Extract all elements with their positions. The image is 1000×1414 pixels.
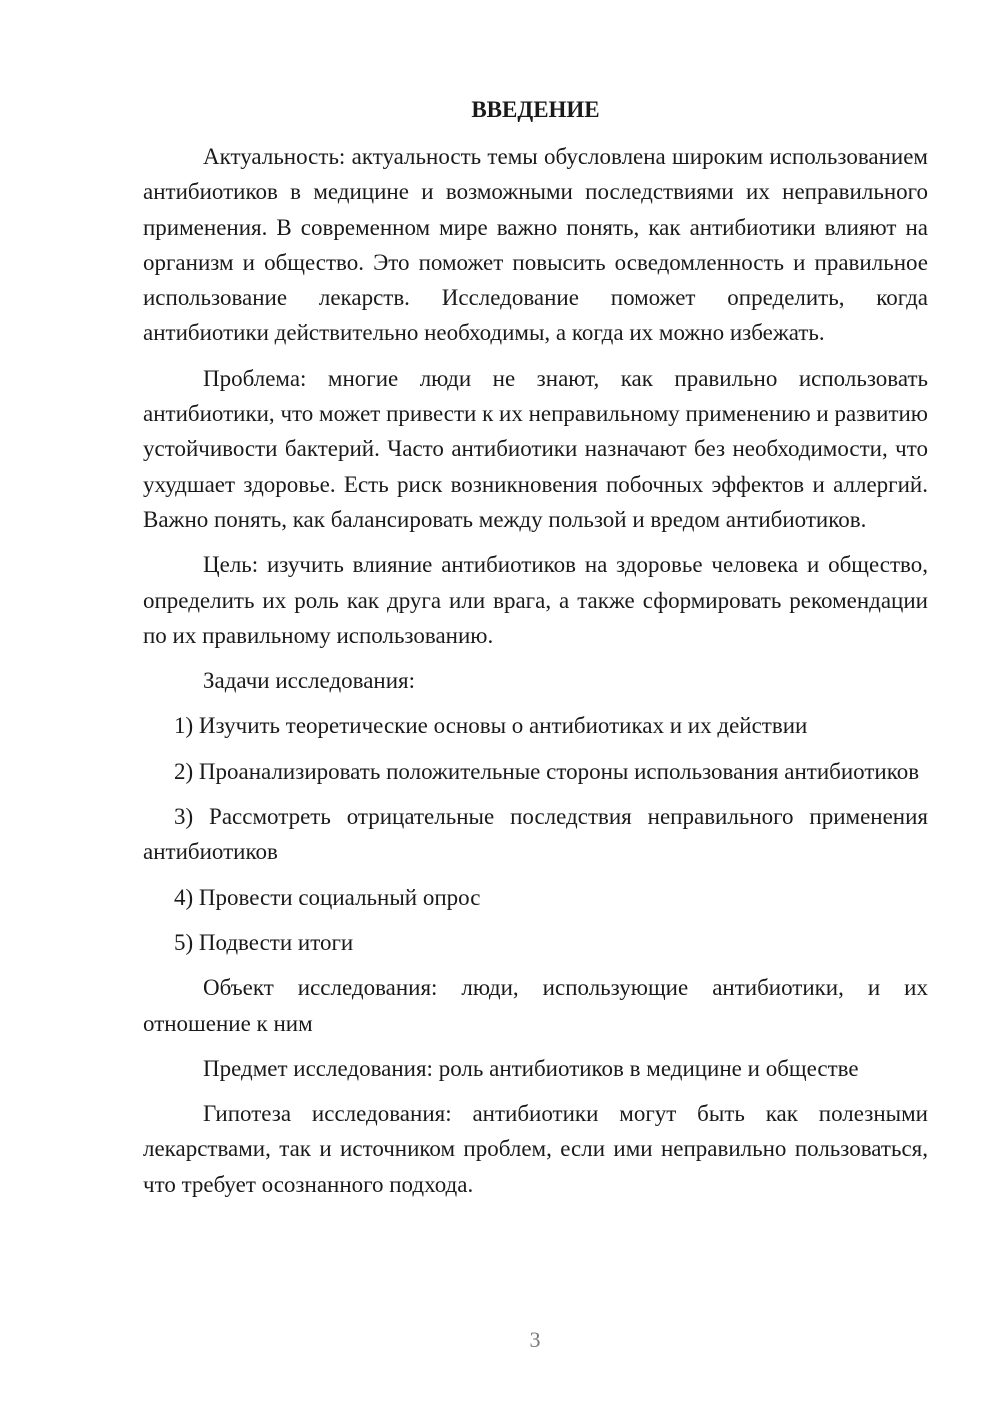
tasks-label: Задачи исследования: <box>203 668 416 694</box>
research-subject-paragraph: Предмет исследования: роль антибиотиков в медицине и обществе <box>203 1055 859 1081</box>
page-number: 3 <box>529 1327 541 1352</box>
research-object-paragraph: Объект исследования: люди, использующие антибиотики, и их отношение к ним <box>143 975 928 1036</box>
section-heading: ВВЕДЕНИЕ <box>471 97 600 122</box>
task-item: 2) Проанализировать положительные стороны использования антибиотиков <box>174 758 920 784</box>
goal-paragraph: Цель: изучить влияние антибиотиков на здоровье человека и общество, определить их роль как друга или врага, а также сформировать рекомендации по их правильному использованию. <box>143 552 928 648</box>
page-content <box>143 92 928 1202</box>
task-item: 1) Изучить теоретические основы о антибиотиках и их действии <box>174 713 808 739</box>
relevance-paragraph: Актуальность: актуальность темы обусловлена широким использованием антибиотиков в медицине и возможными последствиями их неправильного применения. В современном мире важно понять, как антибиотики влияют на организм и общество. Это поможет повысить осведомленность и правильное использование лекарств. Исследование поможет определить, когда антибиотики действительно необходимы, а когда их можно избежать. <box>143 144 928 346</box>
task-item: 3) Рассмотреть отрицательные последствия неправильного применения антибиотиков <box>143 804 928 865</box>
hypothesis-paragraph: Гипотеза исследования: антибиотики могут быть как полезными лекарствами, так и источником проблем, если ими неправильно пользоваться, что требует осознанного подхода. <box>143 1101 928 1197</box>
task-item: 4) Провести социальный опрос <box>174 884 481 910</box>
task-item: 5) Подвести итоги <box>174 929 354 955</box>
problem-paragraph: Проблема: многие люди не знают, как правильно использовать антибиотики, что может привести к их неправильному применению и развитию устойчивости бактерий. Часто антибиотики назначают без необходимости, что ухудшает здоровье. Есть риск возникновения побочных эффектов и аллергий. Важно понять, как балансировать между пользой и вредом антибиотиков. <box>143 365 928 532</box>
